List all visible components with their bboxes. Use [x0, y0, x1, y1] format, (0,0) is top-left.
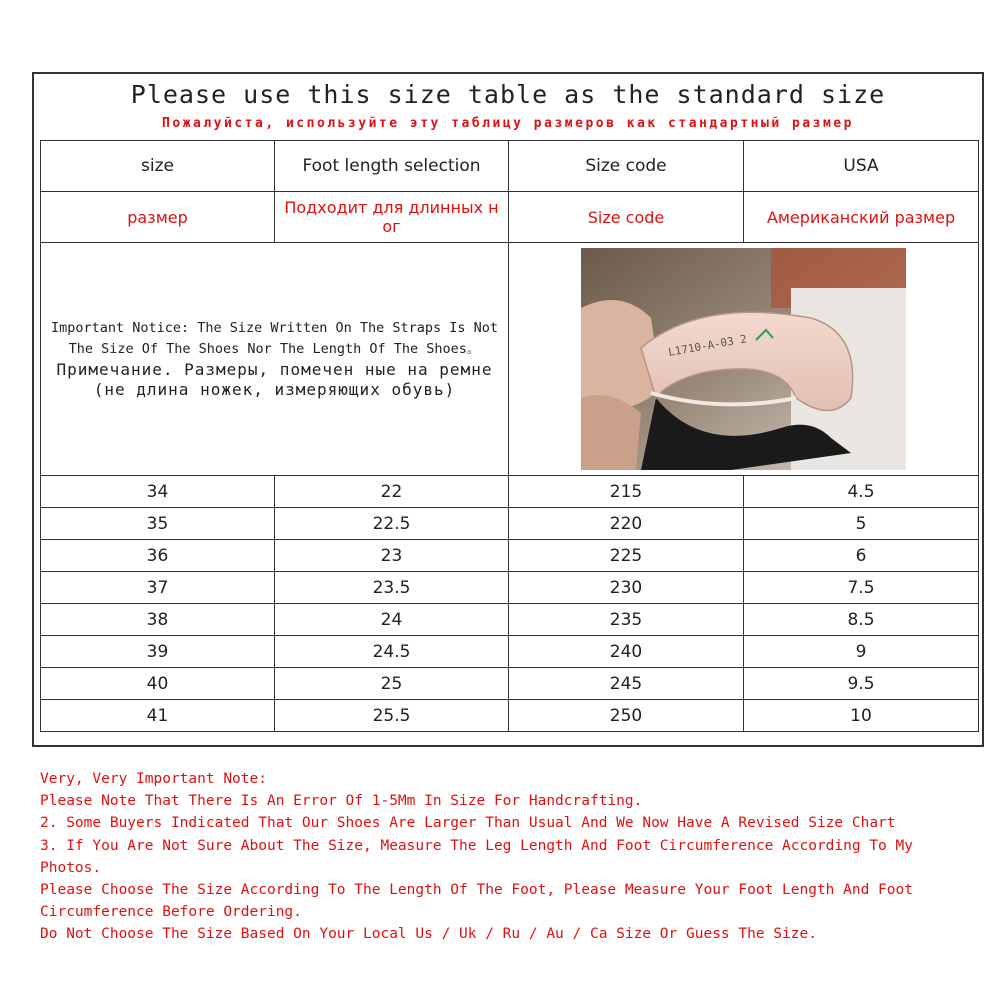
table-cell: 23.5: [275, 572, 509, 604]
strap-label: L1710-A-03 2: [667, 332, 748, 359]
table-cell: 24: [275, 604, 509, 636]
table-cell: 22: [275, 476, 509, 508]
table-cell: 23: [275, 540, 509, 572]
header-cell: Foot length selection: [275, 141, 509, 192]
table-cell: 225: [509, 540, 744, 572]
table-row: [41, 540, 979, 572]
header-row-ru: [41, 192, 979, 243]
table-row: [41, 508, 979, 540]
size-table: [40, 140, 979, 732]
table-row: [41, 476, 979, 508]
header-cell-ru: Американский размер: [744, 192, 979, 243]
table-cell: 40: [41, 668, 275, 700]
table-cell: 215: [509, 476, 744, 508]
notice-row: [41, 243, 979, 476]
note-line: Very, Very Important Note:: [40, 771, 267, 787]
table-cell: 235: [509, 604, 744, 636]
table-row: [41, 668, 979, 700]
table-cell: 240: [509, 636, 744, 668]
note-line: Please Note That There Is An Error Of 1-5Mm In Size For Handcrafting.: [40, 793, 643, 810]
table-cell: 5: [744, 508, 979, 540]
notice-text-ru: Примечание. Размеры, помечен ные на ремне (не длина ножек, измеряющих обувь): [56, 360, 493, 399]
header-cell-ru: Size code: [509, 192, 744, 243]
header-cell: size: [41, 141, 275, 192]
notice-cell: [41, 243, 509, 476]
table-row: [41, 572, 979, 604]
header-cell-ru: Подходит для длинных н ог: [275, 192, 509, 243]
table-row: [41, 636, 979, 668]
table-cell: 230: [509, 572, 744, 604]
table-cell: 24.5: [275, 636, 509, 668]
chart-subtitle: Пожалуйста, используйте эту таблицу размеров как стандартный размер: [162, 116, 854, 131]
table-cell: 37: [41, 572, 275, 604]
table-cell: 41: [41, 700, 275, 732]
photo-cell: [509, 243, 979, 476]
table-cell: 9: [744, 636, 979, 668]
important-notes: [40, 768, 980, 946]
table-cell: 25.5: [275, 700, 509, 732]
table-cell: 7.5: [744, 572, 979, 604]
table-cell: 39: [41, 636, 275, 668]
table-cell: 6: [744, 540, 979, 572]
note-line: 3. If You Are Not Sure About The Size, Measure The Leg Length And Foot Circumference According To My Photos.: [40, 837, 922, 876]
table-row: [41, 700, 979, 732]
chart-title: Please use this size table as the standard size: [130, 80, 886, 109]
note-line: Please Choose The Size According To The Length Of The Foot, Please Measure Your Foot Length And Foot Circumference Before Ordering.: [40, 882, 922, 921]
table-cell: 9.5: [744, 668, 979, 700]
table-cell: 8.5: [744, 604, 979, 636]
table-cell: 34: [41, 476, 275, 508]
table-cell: 245: [509, 668, 744, 700]
table-cell: 250: [509, 700, 744, 732]
header-cell: USA: [744, 141, 979, 192]
table-cell: 220: [509, 508, 744, 540]
size-chart-frame: [32, 72, 984, 747]
header-cell-ru: размер: [41, 192, 275, 243]
table-row: [41, 604, 979, 636]
table-cell: 4.5: [744, 476, 979, 508]
table-cell: 38: [41, 604, 275, 636]
note-line: Do Not Choose The Size Based On Your Local Us / Uk / Ru / Au / Ca Size Or Guess The Size.: [40, 926, 817, 943]
note-line: 2. Some Buyers Indicated That Our Shoes Are Larger Than Usual And We Now Have A Revised Size Chart: [40, 815, 896, 832]
header-row-en: [41, 141, 979, 192]
table-cell: 10: [744, 700, 979, 732]
strap-photo-image: [581, 248, 906, 470]
notice-text-en: Important Notice: The Size Written On The Straps Is Not The Size Of The Shoes Nor The Length Of The Shoes。: [50, 320, 499, 357]
table-cell: 36: [41, 540, 275, 572]
table-cell: 35: [41, 508, 275, 540]
table-cell: 22.5: [275, 508, 509, 540]
strap-photo: [581, 248, 906, 470]
table-cell: 25: [275, 668, 509, 700]
header-cell: Size code: [509, 141, 744, 192]
